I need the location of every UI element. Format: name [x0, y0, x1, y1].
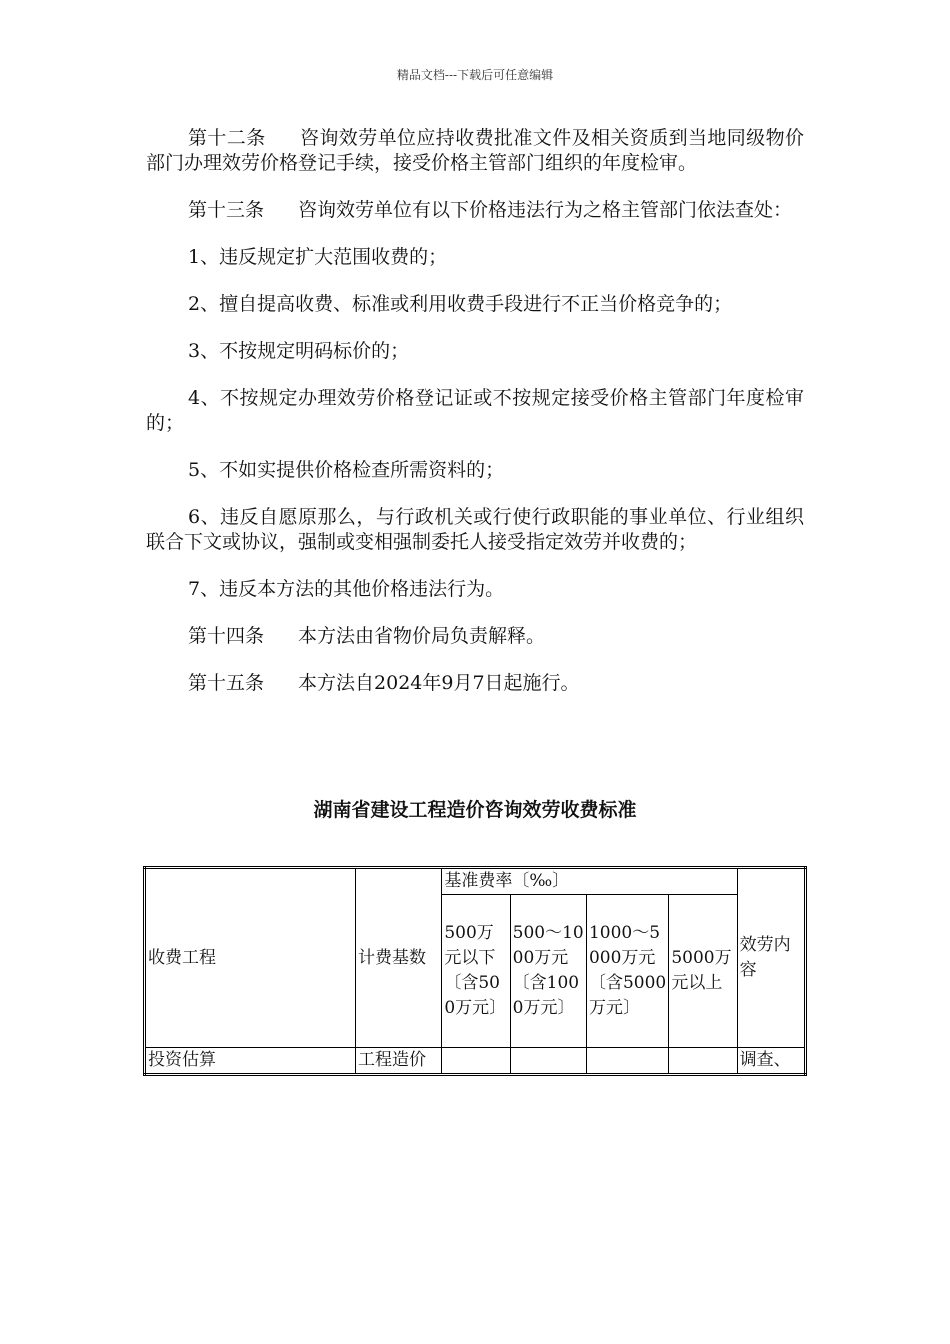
cell-base: 工程造价: [355, 1048, 441, 1075]
header-cell-base: 计费基数: [355, 868, 441, 1048]
article-text: 咨询效劳单位有以下价格违法行为之格主管部门依法查处：: [298, 199, 793, 221]
article-lead: 第十三条: [188, 199, 265, 221]
article-13: [146, 198, 804, 223]
cell-rate-1: [442, 1048, 510, 1075]
article-14: [146, 624, 804, 649]
article-text: 本方法自2024年9月7日起施行。: [298, 672, 580, 694]
article-12: [146, 126, 804, 176]
article-lead: 第十二条: [188, 127, 266, 149]
list-item: 2、擅自提高收费、标准或利用收费手段进行不正当价格竞争的；: [188, 293, 733, 315]
header-cell-rate: 基准费率〔‰〕: [442, 868, 737, 895]
list-item: 4、不按规定办理效劳价格登记证或不按规定接受价格主管部门年度检审的；: [146, 387, 804, 434]
article-lead: 第十五条: [188, 672, 265, 694]
page-header: 精品文档---下载后可任意编辑: [396, 68, 554, 82]
article-lead: 第十四条: [188, 625, 265, 647]
cell-item: 投资估算: [145, 1048, 356, 1075]
table-header-row: [145, 868, 806, 895]
article-text: 本方法由省物价局负责解释。: [298, 625, 546, 647]
header-cell-rate-3: 1000～5000万元〔含5000万元〕: [586, 895, 668, 1048]
cell-rate-2: [510, 1048, 586, 1075]
article-15: [146, 671, 804, 696]
header-cell-item: 收费工程: [145, 868, 356, 1048]
list-item: 7、违反本方法的其他价格违法行为。: [188, 578, 505, 600]
cell-content: 调查、: [737, 1048, 805, 1075]
list-item: 1、违反规定扩大范围收费的；: [188, 246, 448, 268]
cell-rate-4: [669, 1048, 737, 1075]
list-item: 5、不如实提供价格检查所需资料的；: [188, 459, 505, 481]
list-item: 6、违反自愿原那么，与行政机关或行使行政职能的事业单位、行业组织联合下文或协议，强制或变相强制委托人接受指定效劳并收费的；: [146, 506, 804, 553]
article-text: 咨询效劳单位应持收费批准文件及相关资质到当地同级物价部门办理效劳价格登记手续，接受价格主管部门组织的年度检审。: [146, 127, 804, 174]
fee-table: [143, 866, 807, 1076]
header-cell-rate-2: 500～1000万元〔含1000万元〕: [510, 895, 586, 1048]
cell-rate-3: [586, 1048, 668, 1075]
document-body: [146, 126, 804, 718]
table-row: [145, 1048, 806, 1075]
list-item: 3、不按规定明码标价的；: [188, 340, 410, 362]
header-cell-rate-1: 500万元以下〔含500万元〕: [442, 895, 510, 1048]
header-cell-rate-4: 5000万元以上: [669, 895, 737, 1048]
header-cell-content: 效劳内容: [737, 868, 805, 1048]
section-title: 湖南省建设工程造价咨询效劳收费标准: [313, 799, 637, 821]
